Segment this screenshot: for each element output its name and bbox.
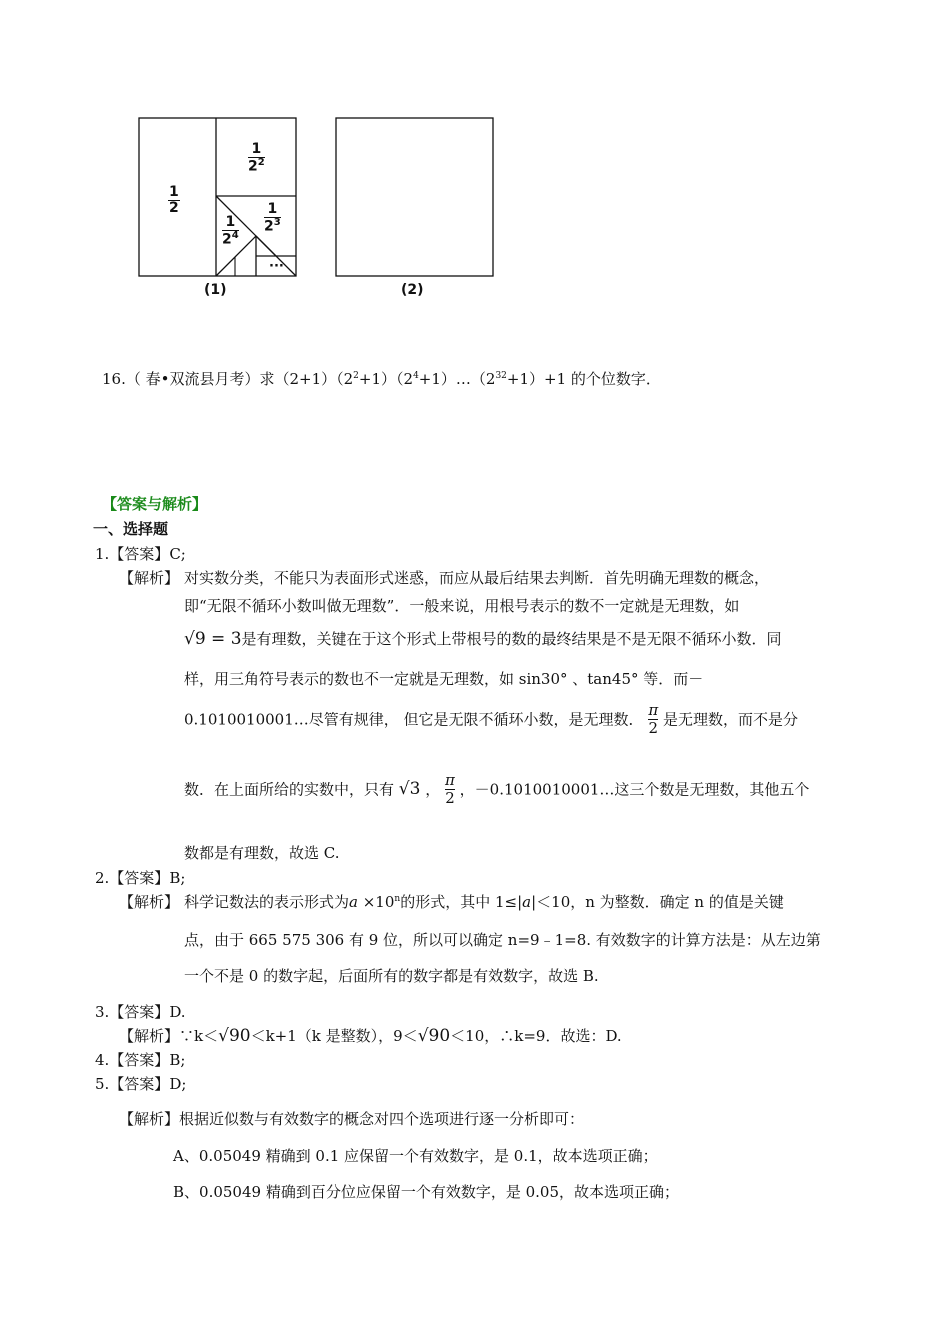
ellipsis-dots: ··· (269, 259, 284, 274)
pi-over-2-a: $\frac{\pi}{2}$ (648, 701, 659, 737)
analysis-2-line-1: 科学记数法的表示形式为$a \times 10^n$的形式，其中 1≤|a|＜10，n 为整数．确定 n 的值是关键 (184, 893, 784, 911)
caption-2: (2) (401, 282, 424, 298)
analysis-5-option-b: B、0.05049 精确到百分位应保留一个有效数字，是 0.05，故本选项正确； (173, 1183, 679, 1201)
answers-heading: 【答案与解析】 (102, 495, 208, 513)
analysis-5: 【解析】根据近似数与有效数字的概念对四个选项进行逐一分析即可： (119, 1110, 585, 1128)
analysis-1-line-6: 数．在上面所给的实数中，只有 √3 ， $\frac{\pi}{2}$ ，－0.1010010001…这三个数是无理数，其他五个 (184, 771, 810, 807)
pi-over-2-b: $\frac{\pi}{2}$ (445, 771, 455, 807)
answer-1: 1.【答案】C; (95, 545, 186, 563)
analysis-2-label: 【解析】 (119, 893, 180, 911)
analysis-1-label: 【解析】 (119, 569, 180, 587)
answer-4: 4.【答案】B; (95, 1051, 186, 1069)
answer-3: 3.【答案】D. (95, 1003, 186, 1021)
fraction-quarter: $\frac{1}{2^2}$ (248, 141, 265, 175)
analysis-5-option-a: A、0.05049 精确到 0.1 应保留一个有效数字，是 0.1，故本选项正确； (173, 1147, 658, 1165)
small-diagonal-2 (256, 236, 276, 256)
answer-5: 5.【答案】D; (95, 1075, 187, 1093)
geometry-figure (138, 117, 498, 297)
fraction-sixteenth: $\frac{1}{2^4}$ (222, 214, 239, 248)
square-2-outline (336, 118, 493, 276)
analysis-1-line-4: 样，用三角符号表示的数也不一定就是无理数，如 sin30° 、tan45° 等．而－ (184, 670, 704, 688)
caption-1: (1) (204, 282, 227, 298)
analysis-3: 【解析】∵k＜√90＜k+1（k 是整数），9＜√90＜10，∴k=9．故选：D. (119, 1026, 622, 1046)
sqrt3-expression: √3 (398, 779, 421, 799)
analysis-2-line-3: 一个不是 0 的数字起，后面所有的数字都是有效数字，故选 B. (184, 967, 599, 985)
answer-2: 2.【答案】B; (95, 869, 186, 887)
analysis-1-line-3: √9 = 3是有理数，关键在于这个形式上带根号的数的最终结果是不是无限不循环小数．同 (184, 629, 782, 649)
question-16: 16.（ 春•双流县月考）求$(2+1)(2^2+1)(2^4+1)\dots(2^{32}+1)+1$ 的个位数字． (102, 370, 661, 388)
section-heading: 一、选择题 (93, 520, 169, 538)
analysis-1-line-2: 即“无限不循环小数叫做无理数”．一般来说，用根号表示的数不一定就是无理数，如 (184, 597, 740, 615)
fraction-half: $\frac{1}{2}$ (169, 184, 179, 216)
analysis-1-line-5: 0.1010010001…尽管有规律， 但它是无限不循环小数，是无理数． $\frac{\pi}{2}$ 是无理数，而不是分 (184, 701, 798, 737)
square-diagrams (138, 117, 498, 297)
sqrt9-expression: √9 = 3 (184, 629, 242, 649)
fraction-eighth: $\frac{1}{2^3}$ (264, 201, 281, 235)
analysis-1-line-7: 数都是有理数，故选 C. (184, 844, 340, 862)
analysis-2-line-2: 点，由于 665 575 306 有 9 位，所以可以确定 n=9﹣1=8. 有效数字的计算方法是：从左边第 (184, 931, 821, 949)
analysis-1-line-1: 对实数分类，不能只为表面形式迷惑，而应从最后结果去判断．首先明确无理数的概念， (184, 569, 770, 587)
